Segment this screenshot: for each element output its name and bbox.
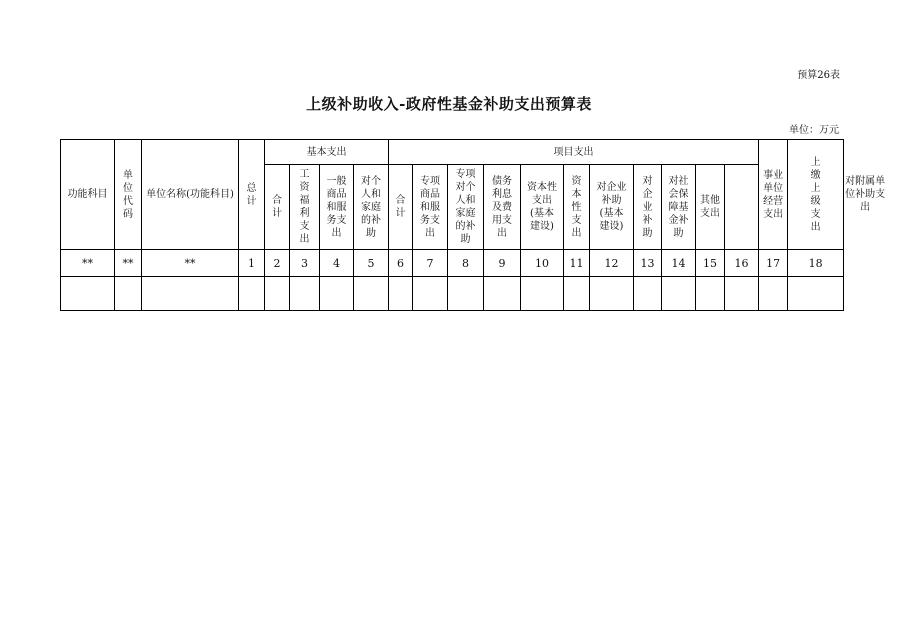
empty-cell xyxy=(389,277,413,311)
index-cell: 5 xyxy=(354,250,389,277)
index-cell: 4 xyxy=(320,250,354,277)
empty-cell xyxy=(725,277,759,311)
empty-cell xyxy=(413,277,448,311)
empty-cell xyxy=(142,277,239,311)
table-row xyxy=(61,250,844,277)
empty-cell xyxy=(564,277,590,311)
header-proj-other: 其他支出 xyxy=(696,165,725,250)
empty-cell xyxy=(484,277,521,311)
header-proj-capital-build: 资本性支出(基本建设) xyxy=(521,165,564,250)
index-cell: 7 xyxy=(413,250,448,277)
index-cell: 9 xyxy=(484,250,521,277)
index-cell: 15 xyxy=(696,250,725,277)
index-cell: 8 xyxy=(448,250,484,277)
empty-cell xyxy=(759,277,788,311)
header-project-group: 项目支出 xyxy=(389,140,759,165)
header-proj-personal: 专项对个人和家庭的补助 xyxy=(448,165,484,250)
header-proj-debt: 债务利息及费用支出 xyxy=(484,165,521,250)
page-title: 上级补助收入-政府性基金补助支出预算表 xyxy=(306,95,592,113)
empty-cell xyxy=(354,277,389,311)
empty-cell xyxy=(265,277,290,311)
index-cell: 17 xyxy=(759,250,788,277)
index-cell: 18 xyxy=(788,250,844,277)
empty-cell xyxy=(239,277,265,311)
header-basic-group: 基本支出 xyxy=(265,140,389,165)
table-row-empty xyxy=(61,277,844,311)
index-cell: 14 xyxy=(662,250,696,277)
budget-table: 功能科目 单位代码 单位名称(功能科目) 总计 基本支出 项目支出 事业单位经营支出 上缴上级支出 对附属单位补助支出 合计 工资福利支出 一般商品和服务支出 对个人和家庭的补助 合计 专项商品和服务支出 专项对个人和家庭的补助 债务利息及费用支出 资本性支出(基本建设) 资本性支出 对企业补助(基本建设) 对企业补助 对社会保障基金补助 其他支出 ** ** ** 1 2 3 4 5 6 7 8 9 10 11 12 13 14 15 16 17 18 xyxy=(60,139,844,311)
header-proj-ent-build: 对企业补助(基本建设) xyxy=(590,165,634,250)
header-func-subject: 功能科目 xyxy=(61,140,115,250)
index-cell: ** xyxy=(115,250,142,277)
index-cell: 3 xyxy=(290,250,320,277)
index-cell: ** xyxy=(61,250,115,277)
header-unit-code: 单位代码 xyxy=(115,140,142,250)
empty-cell xyxy=(115,277,142,311)
empty-cell xyxy=(290,277,320,311)
header-basic-goods: 一般商品和服务支出 xyxy=(320,165,354,250)
index-cell: 12 xyxy=(590,250,634,277)
header-upper: 上缴上级支出 xyxy=(788,140,844,250)
index-cell: 2 xyxy=(265,250,290,277)
index-cell: 11 xyxy=(564,250,590,277)
header-unit-name: 单位名称(功能科目) xyxy=(142,140,239,250)
empty-cell xyxy=(590,277,634,311)
empty-cell xyxy=(521,277,564,311)
empty-cell xyxy=(634,277,662,311)
index-cell: ** xyxy=(142,250,239,277)
header-proj-goods: 专项商品和服务支出 xyxy=(413,165,448,250)
index-cell: 13 xyxy=(634,250,662,277)
unit-label: 单位：万元 xyxy=(789,125,839,136)
empty-cell xyxy=(61,277,115,311)
index-cell: 1 xyxy=(239,250,265,277)
header-proj-ent: 对企业补助 xyxy=(634,165,662,250)
header-basic-salary: 工资福利支出 xyxy=(290,165,320,250)
empty-cell xyxy=(696,277,725,311)
empty-cell xyxy=(662,277,696,311)
empty-cell xyxy=(448,277,484,311)
form-code: 预算26表 xyxy=(797,70,840,81)
header-basic-personal: 对个人和家庭的补助 xyxy=(354,165,389,250)
header-biz-unit: 事业单位经营支出 xyxy=(759,140,788,250)
header-proj-social: 对社会保障基金补助 xyxy=(662,165,696,250)
header-proj-capital: 资本性支出 xyxy=(564,165,590,250)
header-proj-total: 合计 xyxy=(389,165,413,250)
index-cell: 10 xyxy=(521,250,564,277)
header-total: 总计 xyxy=(239,140,265,250)
empty-cell xyxy=(788,277,844,311)
index-cell: 16 xyxy=(725,250,759,277)
index-cell: 6 xyxy=(389,250,413,277)
header-basic-total: 合计 xyxy=(265,165,290,250)
empty-cell xyxy=(320,277,354,311)
